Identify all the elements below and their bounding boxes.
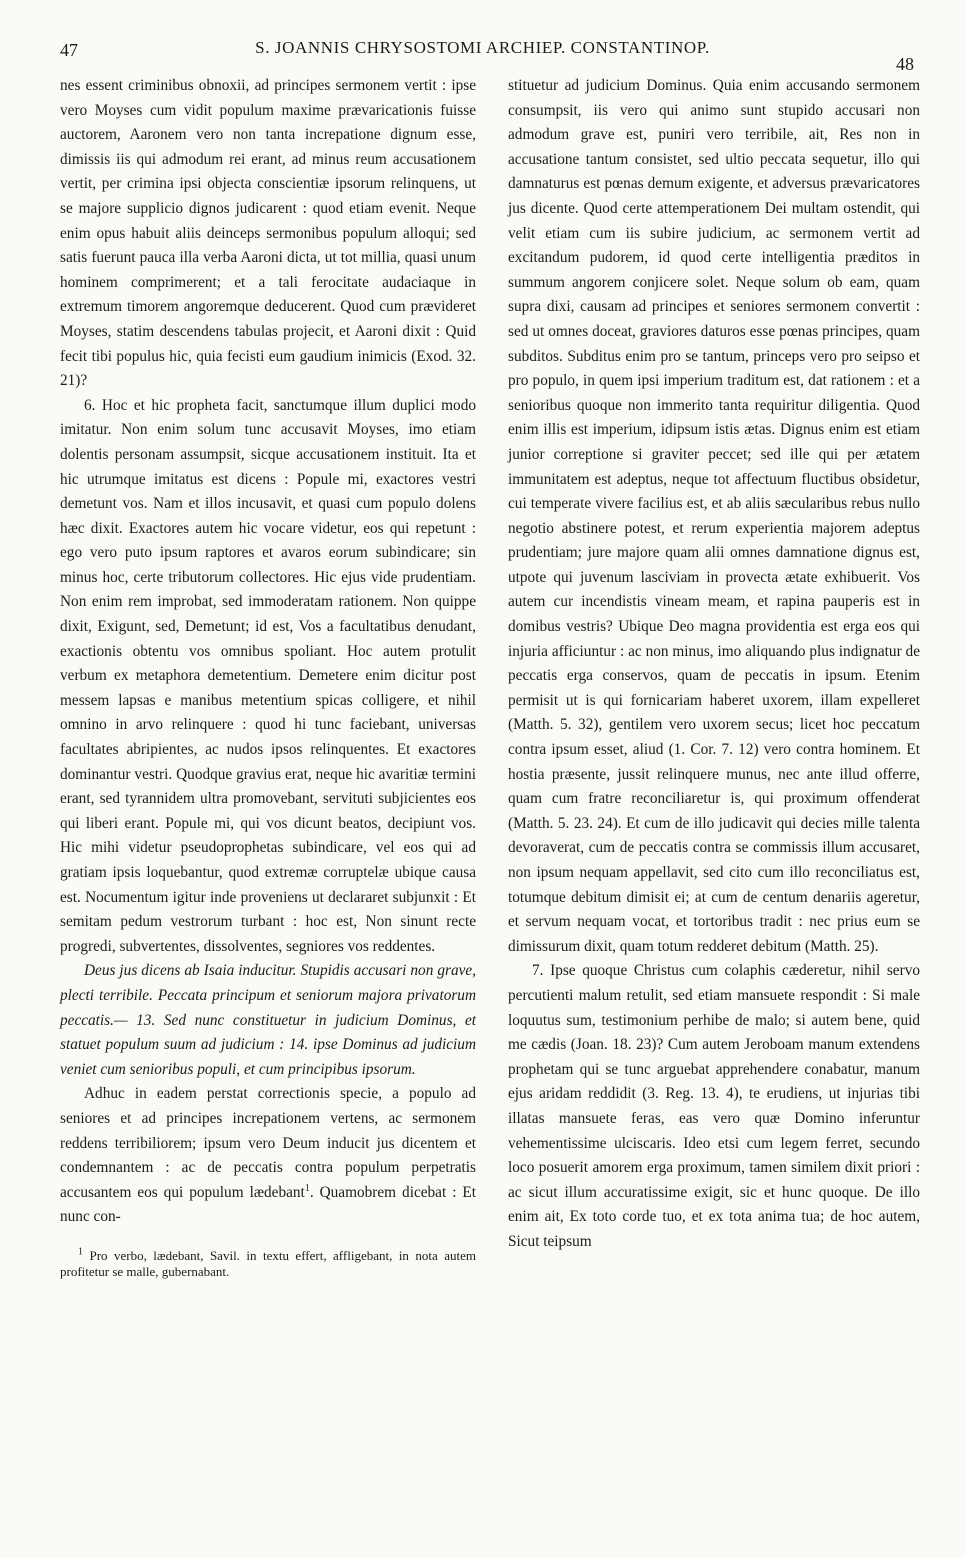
paragraph (60, 1082, 476, 1230)
footnote-mark: 1 (78, 1246, 83, 1258)
page-number-right: 48 (896, 54, 914, 74)
left-column (60, 74, 476, 1280)
paragraph-text: Adhuc in eadem perstat correctionis specie, a populo ad seniores et ad principes increpationem vertens, ac sermonem reddens terribiliorem; ipsum vero Deum inducit jus dicentem et condemnantem : ac de peccatis contra populum perpetratis accusantem eos qui populum lædebant (60, 1085, 476, 1201)
paragraph: stituetur ad judicium Dominus. Quia enim accusando sermonem consumpsit, iis vero qui animo sunt stupido accusari non admodum grave est, puniri vero terribile, ait, Res non in accusatione tantum consistet, sed ultio peccata sequetur, illo qui damnaturus est pœnas demum exigente, et adversus prævaricatores jus dicente. Quod certe attemperationem Dei multam ostendit, qui velit etiam cum iis subire judicium, ac sermonem vertit ad excitandum pudorem, id quod certe intelligentia præditos in summum angorem conjicere solet. Neque solum ob eam, quam supra dixi, causam ad principes et seniores sermonem convertit : sed ut omnes doceat, graviores daturos esse pœnas principes, quam subditos. Subditus enim pro se tantum, princeps vero pro seipso et pro populo, in quem ipsi imperium traditum est, dat rationem : et a senioribus quoque non immerito tanta requiritur diligentia. Quod enim illis est imperium, idipsum istis ætas. Dignus enim est etiam junior correptione si graviter peccet; sed ille qui per ætatem immunitatem est adeptus, neque tot affectuum fluctibus obsidetur, cui temperate vivere facilius est, et ab aliis sæcularibus rebus nullo negotio abstinere potest, et rerum experientia majorem adeptus prudentiam; jure majore quam alii omnes damnatione dignus est, utpote qui juvenum lasciviam in provecta ætate exhibuerit. Vos autem cur incendistis vineam meam, et rapina pauperis est in domibus vestris? Ubique Deo magna providentia est erga eos qui injuria afficiuntur : ac non minus, imo aliquando plus indignatur de peccatis erga conservos, quam de peccatis in ipsum. Etenim permisit ut is qui fornicariam haberet uxorem, illam expelleret (Matth. 5. 32), gentilem vero uxorem secus; licet hoc peccatum contra ipsum esset, aliud (1. Cor. 7. 12) vero contra hominem. Et hostia præsente, jussit relinquere munus, nec ante illud offerre, quam cum fratre reconciliaretur is, qui proximum offenderat (Matth. 5. 23. 24). Et cum de illo judicavit qui decies mille talenta devoraverat, cum de peccatis contra se commissis illum accusaret, non ipsum nequam appellavit, sed cito cum illo reconciliatus est, totumque debitum dimisit ei; at cum de centum denariis ageretur, et servum nequam vocat, et tortoribus tradit : nec prius eum se dimissurum dixit, quam totum redderet debitum (Matth. 25). (508, 77, 920, 955)
footnote (60, 1248, 476, 1280)
right-column (508, 74, 920, 1255)
running-head: S. JOANNIS CHRYSOSTOMI ARCHIEP. CONSTANTINOP. (255, 38, 710, 57)
section-summary: Deus jus dicens ab Isaia inducitur. Stupidis accusari non grave, plecti terribile. Peccata principum et seniorum majora privatorum peccatis.— 13. Sed nunc constituetur in judicium Dominus, et statuet populum suum ad judicium : 14. ipse Dominus ad judicium veniet cum senioribus populi, et cum principibus ipsorum. (60, 962, 476, 1078)
paragraph-text: . Quamobrem dicebat : Et nunc con- (60, 1183, 477, 1226)
paragraph: 7. Ipse quoque Christus cum colaphis cæderetur, nihil servo percutienti malum retulit, sed etiam mansuete respondit : Si male loquutus sum, testimonium perhibe de malo; si autem bene, quid me cædis (Joan. 18. 23)? Cum autem Jeroboam manum extendens prophetam qui se tunc arguebat apprehendere conabatur, manum ejus aridam reddidit (3. Reg. 13. 4), te erudiens, ut injurias tibi illatas mansuete feras, eas vero quæ Domino inferuntur vehementissime ulciscaris. Ideo etsi cum legem ferret, secundo loco posuerit amorem erga proximum, tamen similem dixit priori : ac sicut illum accuratissime exigit, sic et hunc quoque. De illo enim ait, Ex toto corde tuo, et ex tota anima tua; de hoc autem, Sicut teipsum (508, 962, 920, 1250)
footnote-text: Pro verbo, lædebant, Savil. in textu effert, affligebant, in nota autem profitetur se malle, gubernabant. (60, 1247, 477, 1279)
footnote-reference: 1 (304, 1182, 310, 1194)
page-number-left: 47 (60, 40, 78, 60)
paragraph: nes essent criminibus obnoxii, ad principes sermonem vertit : ipse vero Moyses cum vidit populum maxime prævaricationis fuisse auctorem, Aaronem vero non tanta increpatione dignum esse, dimissis iis qui admodum rei erant, ad minus reum accusationem vertit, per crimina ipsi objecta conscientiæ ipsorum relinquens, ut se majore supplicio dignos judicarent : quod etiam evenit. Neque enim opus habuit aliis deinceps sermonibus populum alloqui; sed satis fuerunt pauca illa verba Aaroni dicta, ut tot millia, quasi unum hominem comprimerent; et a tali ferocitate audaciaque in extremum timorem angoremque deducerent. Quod cum prævideret Moyses, statim descendens tabulas projecit, et Aaroni dixit : Quid fecit tibi populus hic, quia fecisti eum gaudium inimicis (Exod. 32. 21)? (60, 77, 476, 390)
paragraph: 6. Hoc et hic propheta facit, sanctumque illum duplici modo imitatur. Non enim solum tunc accusavit Moyses, imo etiam dolentis personam assumpsit, sicque accusationem instituit. Ita et hic utrumque imitatus est dicens : Popule mi, exactores vestri demetunt vos. Nam et illos incusavit, et quasi cum populo dolens hæc dixit. Exactores autem hic vocare videtur, eos qui repetunt : ego vero puto ipsum raptores et avaros eorum subindicare; sin minus hoc, certe tributorum collectores. Hic ejus vide prudentiam. Non enim rem improbat, sed immoderatam rationem. Non quippe dixit, Exigunt, sed, Demetunt; id est, Vos a facultatibus denudant, exactionis obtentu vos omnibus spoliant. Hoc autem protulit verbum ex metaphora demetentium. Demetere enim dicitur post messem lapsas e manibus metentium spicas colligere, et nihil omnino in arvo relinquere : quod hi tunc faciebant, universas facultates abripientes, ac nudos ipsos relinquentes. Et exactores dominantur vestri. Quodque gravius erat, neque hic avaritiæ termini erant, sed tyrannidem ultra promovebant, servituti subjicientes eos qui liberi erant. Popule mi, qui vos dicunt beatos, decipiunt vos. Hic mihi videtur pseudoprophetas subindicare, vel eos qui ad gratiam ipsis loquebantur, quod extremæ corruptelæ ubique causa est. Nocumentum igitur inde proveniens ut declararet subjunxit : Et semitam pedum vestrorum turbant : hoc est, Non sinunt recte progredi, subvertentes, dissolventes, segniores vos reddentes. (60, 396, 476, 955)
